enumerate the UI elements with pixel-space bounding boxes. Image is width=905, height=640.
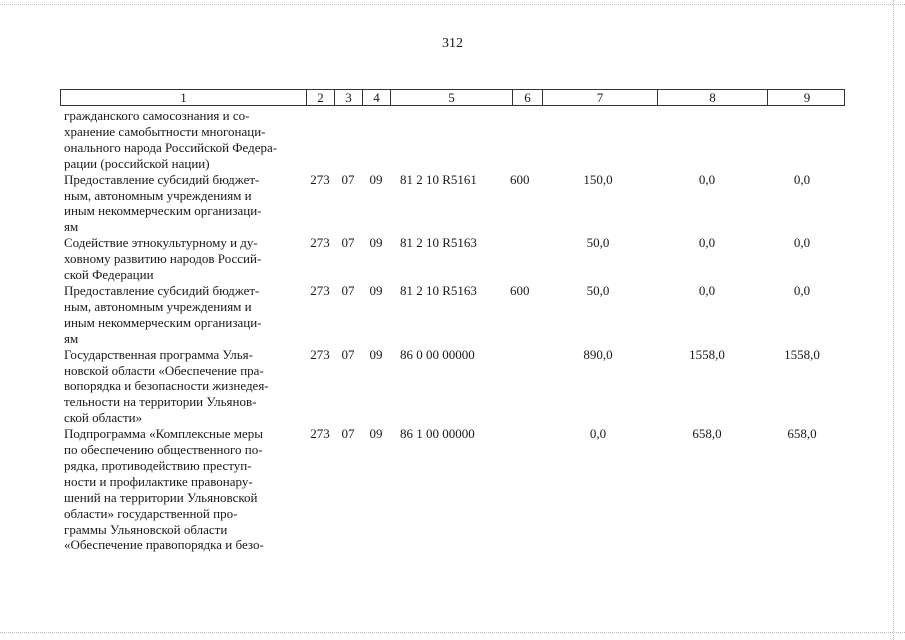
table-row [64, 235, 844, 283]
table-row [64, 108, 844, 172]
page-number: 312 [442, 36, 463, 51]
cell-subsection: 09 [369, 235, 383, 251]
cell-amount-1: 150,0 [583, 171, 613, 187]
row-name [64, 108, 306, 172]
cell-amount-1: 50,0 [586, 235, 610, 251]
cell-amount-2: 0,0 [698, 171, 716, 187]
row-name-line: новской области «Обеспечение пра- [64, 362, 264, 378]
cell-amount-3: 1558,0 [784, 346, 820, 362]
row-name-line: ным, автономным учреждениям и [64, 298, 252, 314]
cell-expense-type: 600 [510, 171, 530, 187]
row-name-line: рядка, противодействию преступ- [64, 457, 252, 473]
row-name [64, 283, 306, 347]
cell-amount-2: 0,0 [698, 235, 716, 251]
cell-amount-3: 658,0 [787, 426, 817, 442]
header-col-9: 9 [803, 90, 811, 105]
row-name-line: иным некоммерческим организаци- [64, 203, 262, 219]
cell-section: 07 [341, 426, 355, 442]
cell-amount-3: 0,0 [793, 235, 811, 251]
table-row [64, 426, 844, 553]
row-name-line: шений на территории Ульяновской [64, 489, 258, 505]
table-body [64, 108, 844, 553]
cell-target-article: 86 0 00 00000 [400, 346, 475, 362]
cell-amount-2: 1558,0 [689, 346, 725, 362]
cell-amount-3: 0,0 [793, 282, 811, 298]
row-name-line: Предоставление субсидий бюджет- [64, 171, 260, 187]
header-col-6: 6 [513, 90, 543, 105]
row-name-line: гражданского самосознания и со- [64, 108, 250, 123]
cell-target-article: 86 1 00 00000 [400, 426, 475, 442]
header-col-7: 7 [543, 90, 658, 105]
scan-edge-right [893, 0, 894, 640]
cell-section: 07 [341, 235, 355, 251]
row-name-line: ховному развитию народов Россий- [64, 251, 262, 267]
row-name-line: тельности на территории Ульянов- [64, 394, 257, 410]
row-name-line: Государственная программа Улья- [64, 346, 253, 362]
row-name-line: граммы Ульяновской области [64, 521, 228, 537]
cell-expense-type: 600 [510, 282, 530, 298]
scan-edge-bottom [0, 632, 905, 633]
row-name-line: Содействие этнокультурному и ду- [64, 235, 258, 251]
row-name-line: хранение самобытности многонаци- [64, 123, 266, 139]
table-row [64, 283, 844, 347]
row-name-line: Подпрограмма «Комплексные меры [64, 426, 263, 442]
cell-section: 07 [341, 282, 355, 298]
cell-ministry: 273 [310, 426, 330, 442]
cell-section: 07 [341, 346, 355, 362]
cell-ministry: 273 [310, 346, 330, 362]
row-name-line: иным некоммерческим организаци- [64, 314, 262, 330]
row-name-line: по обеспечению общественного по- [64, 442, 263, 458]
cell-subsection: 09 [369, 282, 383, 298]
header-col-4: 4 [363, 90, 391, 105]
cell-amount-2: 0,0 [698, 282, 716, 298]
row-name-line: онального народа Российской Федера- [64, 139, 278, 155]
row-name [64, 347, 306, 427]
row-name-line: ской Федерации [64, 267, 154, 283]
row-name-line: Предоставление субсидий бюджет- [64, 282, 260, 298]
header-col-2: 2 [307, 90, 335, 105]
cell-amount-1: 890,0 [583, 346, 613, 362]
scan-edge-top [0, 4, 905, 5]
cell-target-article: 81 2 10 R5163 [400, 282, 477, 298]
row-name-line: «Обеспечение правопорядка и безо- [64, 537, 264, 553]
header-col-8: 8 [658, 90, 768, 105]
row-name-line: вопорядка и безопасности жизнедея- [64, 378, 269, 394]
header-col-3: 3 [335, 90, 363, 105]
cell-amount-2: 658,0 [692, 426, 722, 442]
cell-ministry: 273 [310, 171, 330, 187]
row-name-line: рации (российской нации) [64, 155, 210, 171]
cell-subsection: 09 [369, 426, 383, 442]
row-name-line: ным, автономным учреждениям и [64, 187, 252, 203]
cell-target-article: 81 2 10 R5163 [400, 235, 477, 251]
cell-ministry: 273 [310, 235, 330, 251]
table-row [64, 172, 844, 236]
cell-amount-1: 0,0 [589, 426, 607, 442]
cell-amount-1: 50,0 [586, 282, 610, 298]
header-col-5: 5 [391, 90, 513, 105]
cell-subsection: 09 [369, 346, 383, 362]
cell-amount-3: 0,0 [793, 171, 811, 187]
table-header [60, 89, 845, 106]
cell-subsection: 09 [369, 171, 383, 187]
cell-ministry: 273 [310, 282, 330, 298]
cell-target-article: 81 2 10 R5161 [400, 171, 477, 187]
row-name-line: ям [64, 330, 79, 346]
header-col-1: 1 [61, 90, 307, 105]
cell-section: 07 [341, 171, 355, 187]
row-name [64, 172, 306, 236]
row-name-line: области» государственной про- [64, 505, 238, 521]
row-name [64, 235, 306, 283]
row-name-line: ям [64, 219, 79, 235]
table-row [64, 347, 844, 427]
row-name-line: ской области» [64, 410, 143, 426]
row-name [64, 426, 306, 553]
row-name-line: ности и профилактике правонару- [64, 473, 253, 489]
